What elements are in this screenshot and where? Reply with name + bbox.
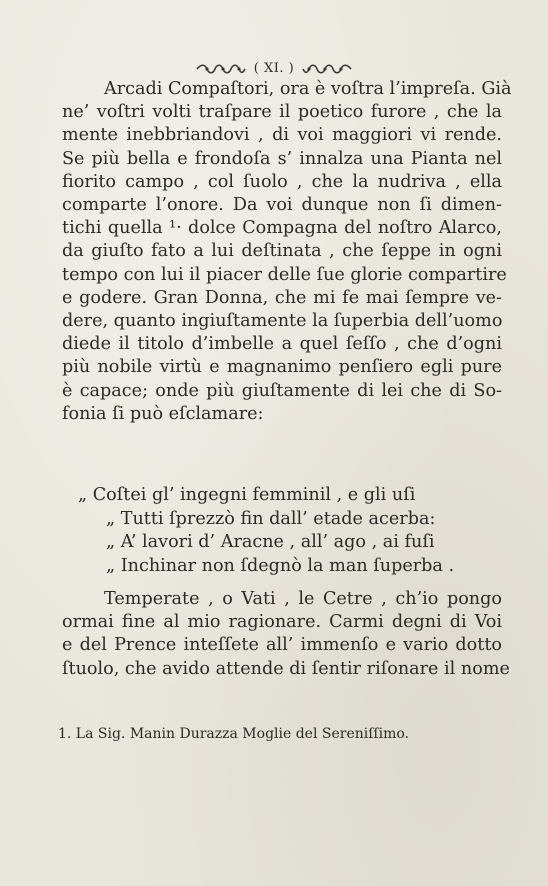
text-line: ne’ voſtri volti traſpare il poetico furore , che la — [62, 102, 502, 123]
footnote: 1. La Sig. Manin Durazza Moglie del Sereniſſimo. — [58, 726, 409, 742]
fleuron-ornament-left — [193, 63, 247, 75]
text-line: e del Prence inteſſete all’ immenſo e vario dotto — [62, 635, 502, 656]
verse-line: „ Tutti ſprezzò fin dall’ etade acerba: — [106, 508, 436, 529]
verse-quote — [78, 484, 478, 578]
text-line: è capace; onde più giuſtamente di lei che di So- — [62, 380, 502, 401]
text-line: dere, quanto ingiuſtamente la ſuperbia dell’uomo — [62, 311, 503, 332]
page-number: ( XI. ) — [253, 61, 295, 76]
page-header — [0, 58, 548, 80]
text-line: fiorito campo , col ſuolo , che la nudriva , ella — [62, 171, 502, 192]
text-line: e godere. Gran Donna, che mi fe mai ſempre ve- — [62, 287, 502, 308]
text-line: Se più bella e frondoſa s’ innalza una Pianta nel — [62, 148, 502, 169]
text-line: mente inebbriandovi , di voi maggiori vi rende. — [62, 125, 502, 146]
paragraph-1 — [62, 78, 512, 426]
text-line: da giuſto fato a lui deſtinata , che ſeppe in ogni — [62, 241, 502, 262]
text-line: Arcadi Compaſtori, ora è voſtra l’impreſa. Già — [104, 79, 512, 99]
text-line: diede il titolo d’imbelle a quel ſeſſo , che d’ogni — [62, 334, 502, 355]
text-line: comparte l’onore. Da voi dunque non ſi dimen- — [62, 195, 502, 216]
text-line: ormai fine al mio ragionare. Carmi degni di Voi — [62, 612, 502, 633]
verse-line: „ Inchinar non ſdegnò la man ſuperba . — [106, 555, 455, 576]
fleuron-ornament-right — [301, 63, 355, 75]
text-line: più nobile virtù e magnanimo penſiero egli pure — [62, 357, 502, 378]
paragraph-2 — [62, 588, 510, 681]
verse-line: „ Coſtei gl’ ingegni femminil , e gli uſi — [78, 485, 416, 505]
text-line: tichi quella ¹· dolce Compagna del noſtro Alarco, — [62, 218, 502, 239]
text-line: Temperate , o Vati , le Cetre , ch’io pongo — [104, 589, 502, 609]
verse-line: „ A’ lavori d’ Aracne , all’ ago , ai fuſi — [106, 532, 435, 552]
text-line: fonia ſi può eſclamare: — [62, 403, 264, 424]
text-line: ſtuolo, che avido attende di ſentir riſonare il nome — [62, 658, 510, 679]
text-line: tempo con lui il piacer delle ſue glorie compartire — [62, 264, 507, 285]
